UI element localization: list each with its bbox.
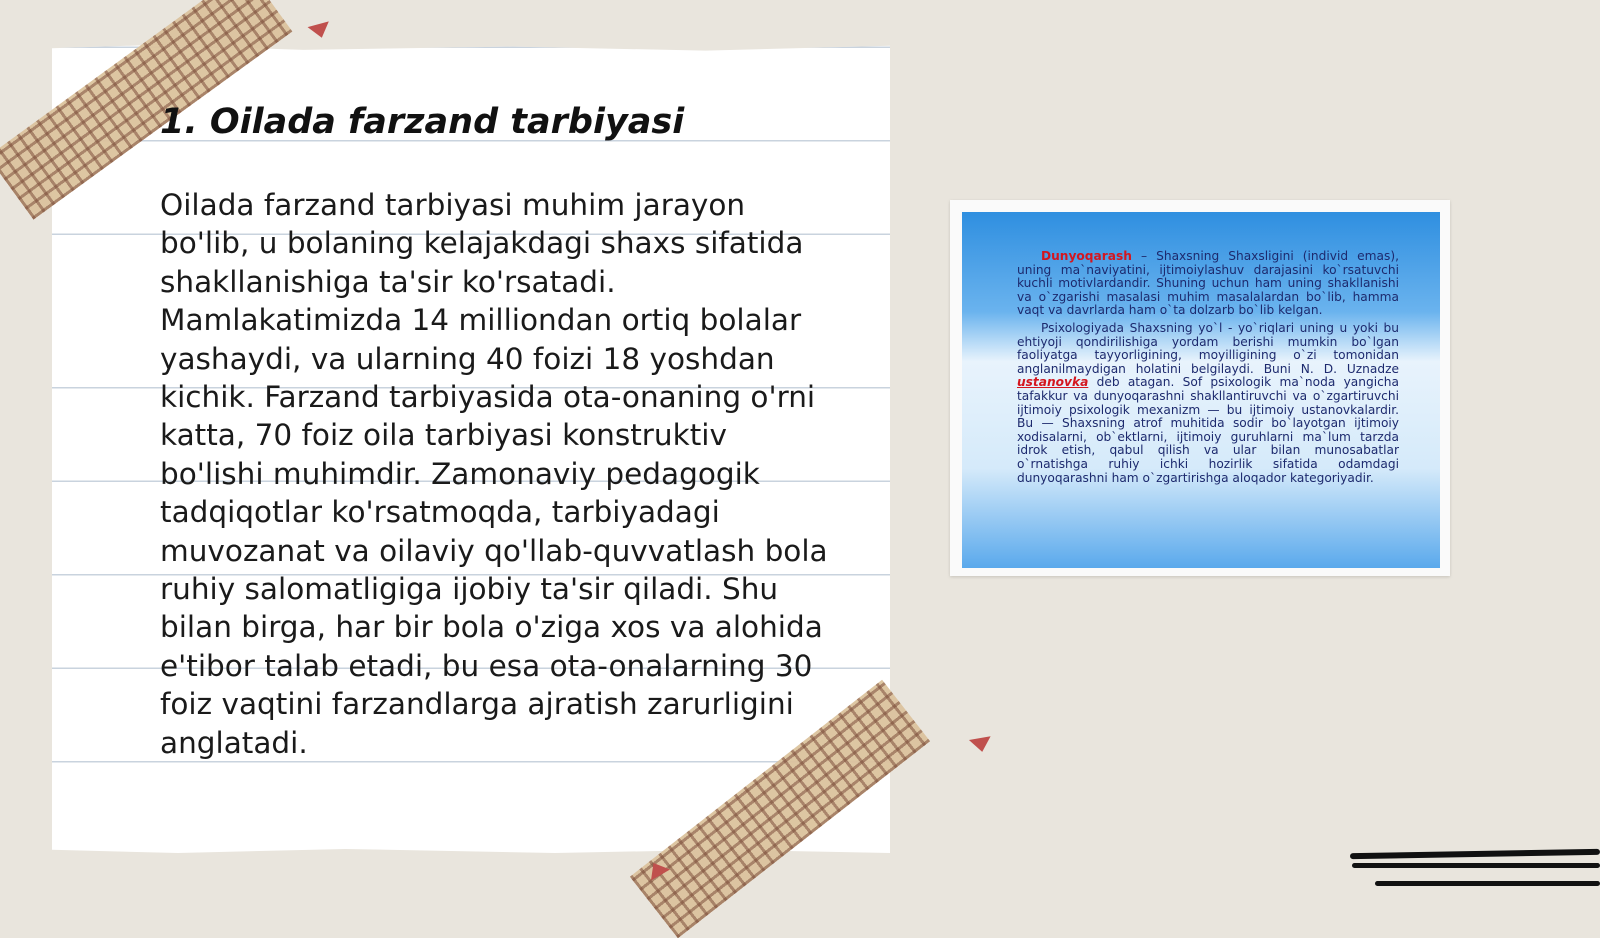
highlight-term: ustanovka xyxy=(1017,375,1089,390)
slide-image xyxy=(962,212,1440,568)
slide-title: 1. Oilada farzand tarbiyasi xyxy=(160,102,685,142)
brush-stroke xyxy=(1350,849,1600,859)
tape-tab-icon xyxy=(969,736,993,754)
slide-paragraph-1 xyxy=(1017,250,1399,318)
highlight-term: Dunyoqarash xyxy=(1041,249,1132,263)
slide-text: – Shaxsning Shaxsligini (individ emas), uning ma`naviyatini, ijtimoiylashuv darajasini ko`rsatuvchi kuchli motivlardandir. Shuning uchun ham uning shakllanishi va o`zgarishi masalasi muhim masalalardan bo`lib, hamma vaqt va davrlarda ham o`ta dolzarb bo`lib kelgan. xyxy=(1017,249,1399,318)
slide-text: deb atagan. Sof psixologik ma`noda yangicha tafakkur va dunyoqarashni shakllantiruvchi va o`zgartiruvchi ijtimoiy psixologik mexanizm — bu ijtimoiy ustanovkalardir. Bu — Shaxsning atrof muhitida sodir bo`layotgan ijtimoiy xodisalarni, ob`ektlarni, ijtimoiy guruhlarni ma`lum tarzda idrok etish, qabul qilish va ular bilan munosabatlar o`rnatishga ruhiy ichki hozirlik sifatida odamdagi dunyoqarashni ham o`zgartirishga aloqador kategoriyadir. xyxy=(1017,375,1399,485)
slide-paragraph-2 xyxy=(1017,322,1399,485)
slide-image-text xyxy=(1017,250,1399,489)
slide-text: Psixologiyada Shaxsning yo`l - yo`riqlari uning u yoki bu ehtiyoji qondirilishiga yordam berishi mumkin bo`lgan faoliyatga tayyorligining, moyilligining o`zi tomonidan anglanilmaydigan holatini belgilaydi. Buni N. D. Uznadze xyxy=(1017,320,1399,376)
slide-image-frame xyxy=(950,200,1450,576)
brush-stroke xyxy=(1375,881,1600,886)
body-paragraph: Oilada farzand tarbiyasi muhim jarayon bo'lib, u bolaning kelajakdagi shaxs sifatida shakllanishiga ta'sir ko'rsatadi. Mamlakatimizda 14 milliondan ortiq bolalar yashaydi, va ularning 40 foizi 18 yoshdan kichik. Farzand tarbiyasida ota-onaning o'rni katta, 70 foiz oila tarbiyasi konstruktiv bo'lishi muhimdir. Zamonaviy pedagogik tadqiqotlar ko'rsatmoqda, tarbiyadagi muvozanat va oilaviy qo'llab-quvvatlash bola ruhiy salomatligiga ijobiy ta'sir qiladi. Shu bilan birga, har bir bola o'ziga xos va alohida e'tibor talab etadi, bu esa ota-onalarning 30 foiz vaqtini farzandlarga ajratish zarurligini anglatadi. xyxy=(160,188,828,760)
tape-tab-icon xyxy=(308,21,333,40)
brush-stroke xyxy=(1352,863,1600,868)
